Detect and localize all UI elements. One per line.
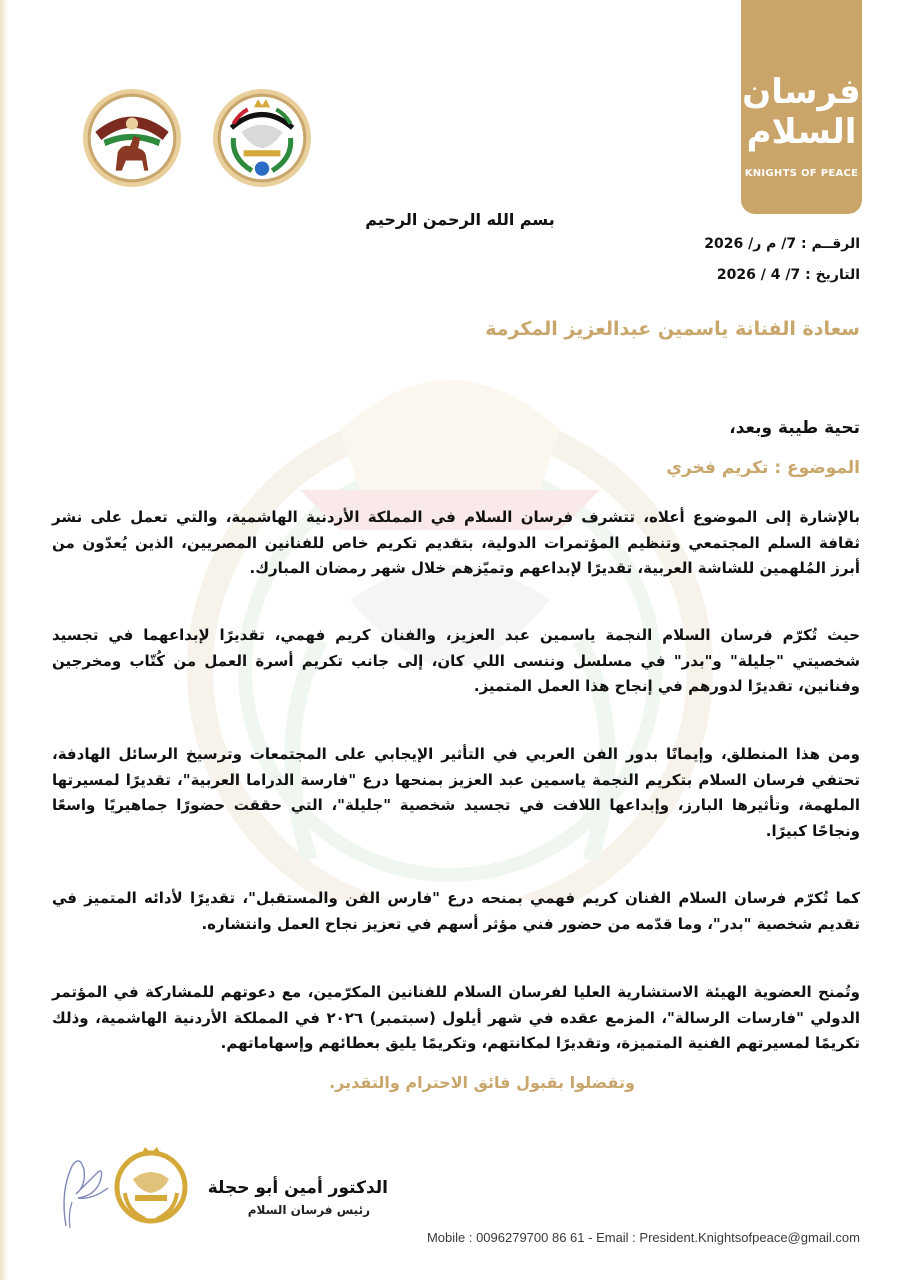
brand-name-en: KNIGHTS OF PEACE bbox=[744, 168, 859, 179]
basmala-heading: بسم الله الرحمن الرحيم bbox=[365, 210, 555, 229]
signatory-name: الدكتور أمين أبو حجلة bbox=[207, 1178, 388, 1198]
date-label: التاريخ : bbox=[805, 267, 860, 283]
brand-name-ar-line2: السلام bbox=[746, 112, 857, 152]
official-seal-icon bbox=[110, 1145, 192, 1225]
subject-label: الموضوع : bbox=[774, 458, 860, 478]
body-paragraph-3: ومن هذا المنطلق، وإيمانًا بدور الفن العربي في التأثير الإيجابي على المجتمعات وترسيخ الرسائل الهادفة، تحتفي فرسان السلام بتكريم النجمة ياسمين عبد العزيز بمنحها درع "فارسة الدراما العربية"، تقديرًا لمسيرتها الملهمة، وتأثيرها البارز، وإبداعها اللافت في تجسيد شخصية "جليلة"، التي حققت حضورًا جماهيريًا واسعًا ونجاحًا كبيرًا. bbox=[52, 745, 860, 840]
greeting-line: تحية طيبة وبعد، bbox=[729, 418, 860, 438]
body-paragraph-2: حيث تُكرّم فرسان السلام النجمة ياسمين عبد العزيز، والفنان كريم فهمي، تقديرًا لإبداعهما في تجسيد شخصيتي "جليلة" و"بدر" في مسلسل وننسى اللي كان، إلى جانب تكريم أسرة العمل من كُتّاب ومخرجين وفنانين، تقديرًا لدورهم في إنجاح هذا العمل المتميز. bbox=[52, 626, 860, 695]
footer-contact: Mobile : 0096279700 86 61 - Email : President.Knightsofpeace@gmail.com bbox=[426, 1230, 860, 1245]
recipient-line: سعادة الفنانة ياسمين عبدالعزيز المكرمة bbox=[485, 318, 860, 340]
reference-value: 7/ م ر/ 2026 bbox=[704, 236, 797, 252]
brand-logo-tab bbox=[741, 0, 862, 214]
reference-label: الرقــم : bbox=[801, 236, 860, 252]
letter-date bbox=[717, 267, 860, 283]
date-value: 7/ 4 / 2026 bbox=[716, 267, 801, 283]
reference-number bbox=[704, 236, 860, 252]
closing-line: وتفضلوا بقبول فائق الاحترام والتقدير. bbox=[329, 1073, 635, 1092]
body-paragraph-4: كما تُكرّم فرسان السلام الفنان كريم فهمي بمنحه درع "فارس الفن والمستقبل"، تقديرًا لأدائه المتميز في تقديم شخصية "بدر"، وما قدّمه من حضور فني مؤثر أسهم في تعزيز نجاح العمل وانتشاره. bbox=[52, 889, 860, 933]
signatory-title: رئيس فرسان السلام bbox=[247, 1203, 370, 1217]
body-paragraph-1: بالإشارة إلى الموضوع أعلاه، تتشرف فرسان السلام في المملكة الأردنية الهاشمية، والتي تعمل على نشر ثقافة السلم المجتمعي وتنظيم المؤتمرات الدولية، بتقديم تكريم خاص للفنانين المصريين، الذين يُعدّون من أبرز المُلهمين للشاشة العربية، تقديرًا لإبداعهم وتميّزهم خلال شهر رمضان المبارك. bbox=[52, 508, 860, 577]
subject-value: تكريم فخري bbox=[666, 458, 769, 478]
subject-line bbox=[666, 458, 860, 478]
body-paragraph-5: وتُمنح العضوية الهيئة الاستشارية العليا لفرسان السلام للفنانين المكرّمين، مع دعوتهم للمشاركة في المؤتمر الدولي "فارسات الرسالة"، المزمع عقده في شهر أيلول (سبتمبر) ٢٠٢٦ في المملكة الأردنية الهاشمية، وذلك تكريمًا لمسيرتهم الفنية المتميزة، وتقديرًا لمكانتهم، وتكريمًا يليق بعطائهم وإسهاماتهم. bbox=[52, 983, 860, 1052]
brand-name-ar-line1: فرسان bbox=[742, 72, 861, 112]
camel-emblem-seal-icon bbox=[81, 87, 183, 189]
handwritten-signature-icon bbox=[58, 1152, 110, 1230]
eagle-crown-emblem-seal-icon bbox=[211, 87, 313, 189]
